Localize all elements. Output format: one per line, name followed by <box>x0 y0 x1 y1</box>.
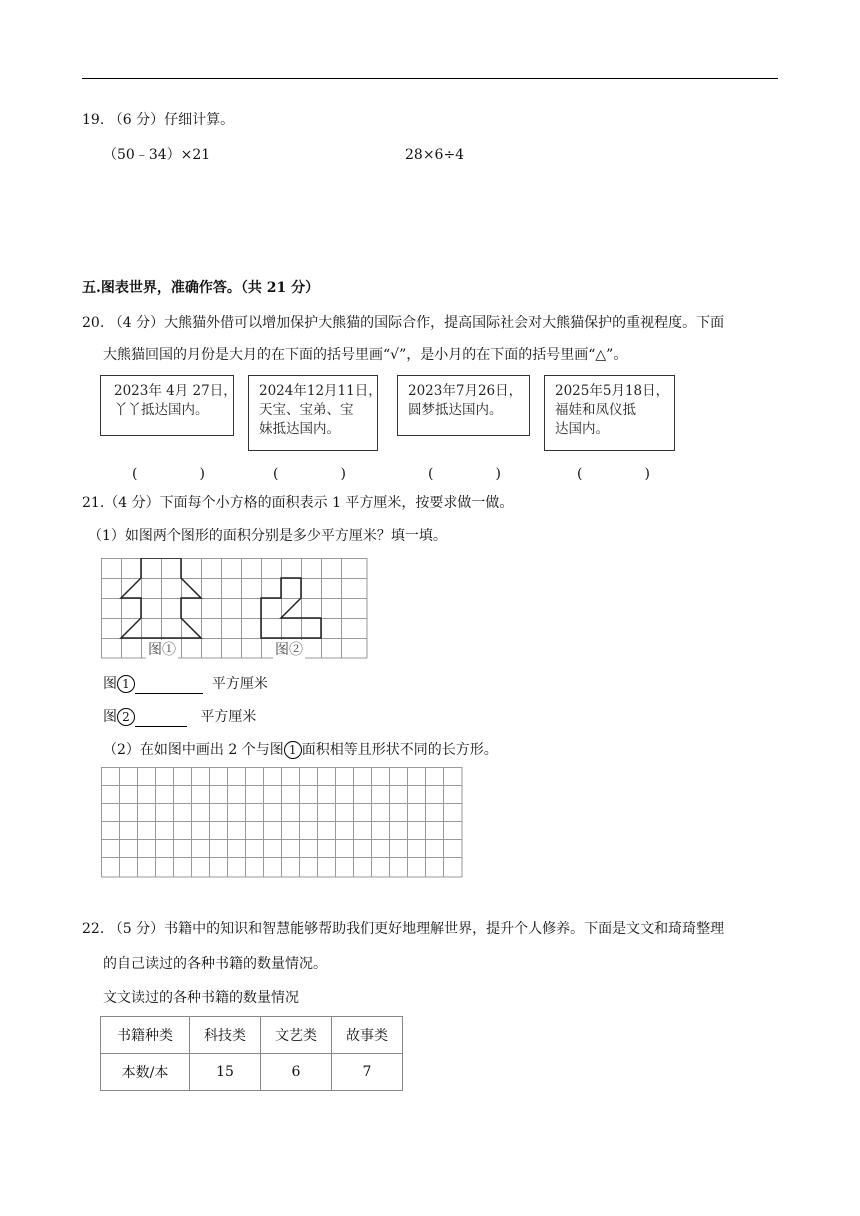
bracket-close: ) <box>340 466 346 482</box>
answer-bracket-2[interactable] <box>273 464 346 484</box>
answer-1-blank[interactable] <box>135 677 203 694</box>
q21-part-2 <box>103 740 498 760</box>
answer-1-prefix: 图 <box>103 676 117 692</box>
q21-part-2-text-b: 面积相等且形状不同的长方形。 <box>301 742 498 758</box>
bracket-open: ( <box>428 466 434 482</box>
bracket-close: ) <box>495 466 501 482</box>
panda-card-3 <box>397 375 530 436</box>
table-cell: 6 <box>261 1054 332 1091</box>
bracket-open: ( <box>577 466 583 482</box>
answer-bracket-4[interactable] <box>577 464 650 484</box>
book-count-table <box>100 1016 403 1091</box>
q20-line-1: 20. （4 分）大熊猫外借可以增加保护大熊猫的国际合作，提高国际社会对大熊猫保护的重视程度。下面 <box>82 315 725 331</box>
grid-with-figures <box>101 558 368 659</box>
panda-card-3-text: 2023年7月26日， 圆梦抵达国内。 <box>408 383 523 418</box>
q19-expression-1: （50﹣34）×21 <box>103 147 211 163</box>
table-header-cell: 文艺类 <box>261 1017 332 1054</box>
panda-card-2 <box>248 375 382 451</box>
panda-card-4-text: 2025年5月18日， 福娃和凤仪抵 达国内。 <box>555 383 670 437</box>
q19-expression-2: 28×6÷4 <box>405 147 465 163</box>
circled-number-2: 2 <box>117 708 135 726</box>
bracket-open: ( <box>273 466 279 482</box>
table-cell: 本数/本 <box>101 1054 190 1091</box>
circled-number-1: 1 <box>117 675 135 693</box>
q20-line-2: 大熊猫回国的月份是大月的在下面的括号里画“√”，是小月的在下面的括号里画“△”。 <box>103 347 628 363</box>
panda-card-1 <box>100 375 237 436</box>
panda-card-4 <box>544 375 675 451</box>
answer-1-line <box>103 674 268 694</box>
answer-bracket-3[interactable] <box>428 464 501 484</box>
answer-1-unit: 平方厘米 <box>211 676 268 692</box>
figure-2-label: 图② <box>275 642 303 658</box>
table-cell: 15 <box>190 1054 261 1091</box>
answer-bracket-1[interactable] <box>132 464 205 484</box>
circled-number-1: 1 <box>284 741 302 759</box>
q19-title: 19. （6 分）仔细计算。 <box>82 112 235 128</box>
answer-2-unit: 平方厘米 <box>200 709 257 725</box>
table-row <box>101 1054 403 1091</box>
answer-2-line <box>103 707 256 727</box>
panda-card-1-text: 2023年 4月 27日， 丫丫抵达国内。 <box>114 383 237 418</box>
q21-title: 21.（4 分）下面每个小方格的面积表示 1 平方厘米，按要求做一做。 <box>82 495 514 511</box>
book-table-title: 文文读过的各种书籍的数量情况 <box>103 990 299 1006</box>
bracket-open: ( <box>132 466 138 482</box>
q21-part-2-text-a: （2）在如图中画出 2 个与图 <box>103 742 284 758</box>
bracket-close: ) <box>199 466 205 482</box>
figure-2-shape <box>261 578 321 638</box>
header-rule <box>82 78 778 79</box>
section-5-title: 五.图表世界，准确作答。（共 21 分） <box>82 280 320 296</box>
table-row <box>101 1017 403 1054</box>
blank-drawing-grid[interactable] <box>101 767 463 878</box>
figure-1-label: 图① <box>148 642 176 658</box>
q22-line-2: 的自己读过的各种书籍的数量情况。 <box>103 956 327 972</box>
q22-line-1: 22. （5 分）书籍中的知识和智慧能够帮助我们更好地理解世界，提升个人修养。下面是文文和琦琦整理 <box>82 921 725 937</box>
answer-2-prefix: 图 <box>103 709 117 725</box>
table-cell: 7 <box>332 1054 403 1091</box>
table-header-cell: 故事类 <box>332 1017 403 1054</box>
table-header-cell: 科技类 <box>190 1017 261 1054</box>
panda-card-2-text: 2024年12月11日， 天宝、宝弟、宝 妹抵达国内。 <box>259 383 382 437</box>
q21-part-1: （1）如图两个图形的面积分别是多少平方厘米？填一填。 <box>88 528 447 544</box>
table-header-cell: 书籍种类 <box>101 1017 190 1054</box>
answer-2-blank[interactable] <box>135 710 187 727</box>
bracket-close: ) <box>644 466 650 482</box>
